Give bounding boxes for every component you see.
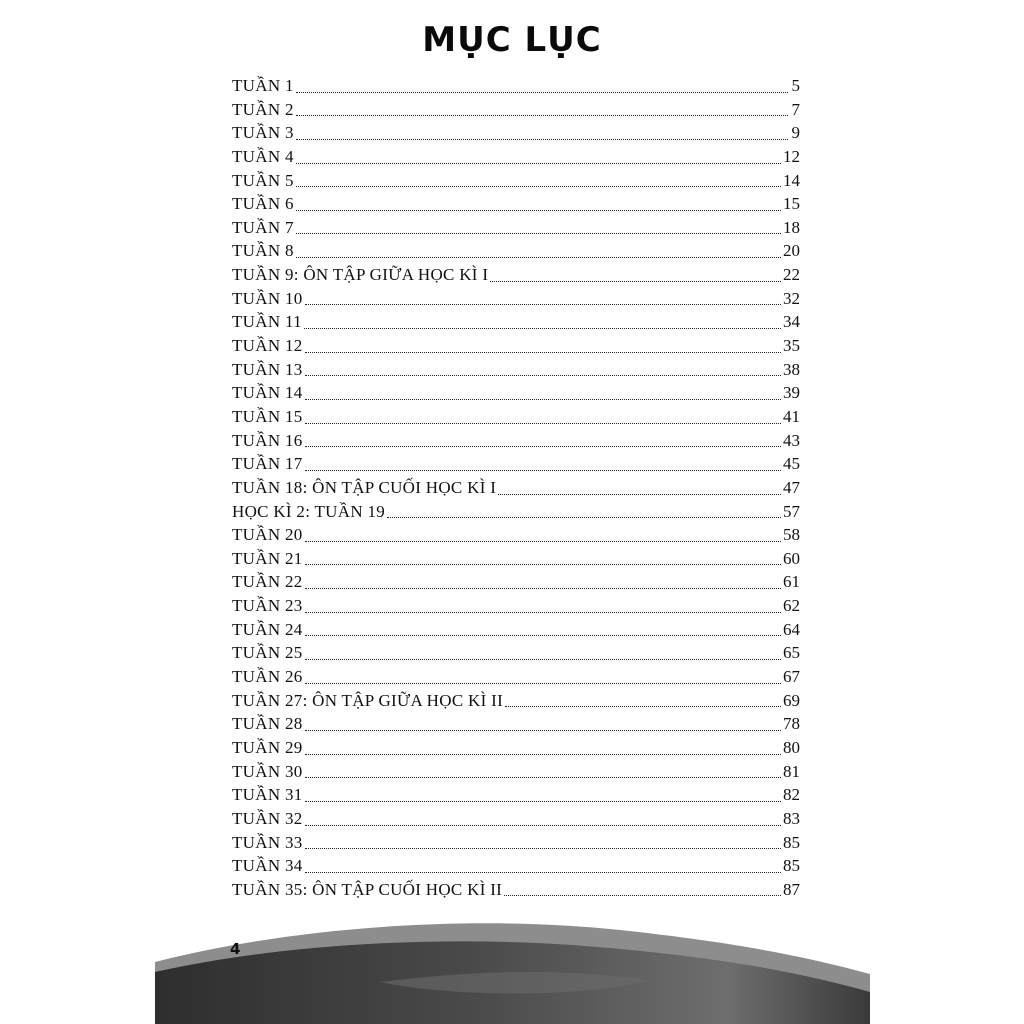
dot-leader (498, 493, 781, 495)
toc-entry (232, 878, 800, 902)
dot-leader (305, 847, 781, 849)
toc-entry-page: 7 (791, 99, 800, 119)
toc-entry (232, 216, 800, 240)
toc-entry (232, 334, 800, 358)
toc-entry (232, 169, 800, 193)
toc-entry-page: 39 (783, 383, 800, 403)
toc-entry-label: TUẦN 25 (232, 643, 303, 663)
toc-entry (232, 831, 800, 855)
toc-entry-label: TUẦN 9: ÔN TẬP GIỮA HỌC KÌ I (232, 265, 489, 285)
toc-entry (232, 121, 800, 145)
dot-leader (305, 800, 781, 802)
toc-entry-page: 65 (783, 643, 800, 663)
toc-entry-page: 22 (783, 265, 800, 285)
toc-entry (232, 665, 800, 689)
toc-entry (232, 239, 800, 263)
toc-entry-label: TUẦN 30 (232, 761, 303, 781)
toc-entry (232, 74, 800, 98)
dot-leader (304, 327, 781, 329)
toc-entry-page: 9 (791, 123, 800, 143)
toc-entry (232, 287, 800, 311)
toc-entry (232, 381, 800, 405)
dot-leader (305, 658, 781, 660)
page-number: 4 (230, 940, 241, 958)
toc-entry-label: TUẦN 22 (232, 572, 303, 592)
toc-entry-label: TUẦN 13 (232, 359, 303, 379)
toc-entry-page: 35 (783, 336, 800, 356)
toc-entry-label: TUẦN 16 (232, 430, 303, 450)
dot-leader (305, 422, 781, 424)
toc-entry-label: TUẦN 31 (232, 785, 303, 805)
dot-leader (305, 871, 781, 873)
toc-entry-label: TUẦN 23 (232, 596, 303, 616)
toc-entry-page: 57 (783, 501, 800, 521)
toc-entry-label: TUẦN 21 (232, 548, 303, 568)
dot-leader (305, 634, 781, 636)
toc-entry-label: TUẦN 5 (232, 170, 294, 190)
toc-entry-page: 61 (783, 572, 800, 592)
toc-entry-page: 32 (783, 288, 800, 308)
toc-entry-page: 78 (783, 714, 800, 734)
toc-entry (232, 570, 800, 594)
toc-entry-page: 47 (783, 477, 800, 497)
toc-entry (232, 310, 800, 334)
toc-entry-page: 20 (783, 241, 800, 261)
toc-entry-page: 69 (783, 690, 800, 710)
toc-entry-page: 85 (783, 832, 800, 852)
toc-entry-page: 83 (783, 808, 800, 828)
dot-leader (305, 374, 781, 376)
dot-leader (296, 162, 781, 164)
toc-entry (232, 98, 800, 122)
toc-entry-label: TUẦN 1 (232, 76, 294, 95)
toc-entry (232, 854, 800, 878)
dot-leader (296, 232, 781, 234)
dot-leader (504, 894, 781, 896)
dot-leader (296, 91, 788, 93)
toc-entry-label: TUẦN 2 (232, 99, 294, 119)
dot-leader (305, 824, 781, 826)
toc-entry-label: TUẦN 12 (232, 336, 303, 356)
toc-entry (232, 618, 800, 642)
dot-leader (305, 611, 781, 613)
toc-entry (232, 358, 800, 382)
toc-entry-page: 80 (783, 737, 800, 757)
toc-entry-page: 45 (783, 454, 800, 474)
toc-entry-page: 14 (783, 170, 800, 190)
toc-entry (232, 547, 800, 571)
dot-leader (305, 351, 781, 353)
dot-leader (296, 185, 781, 187)
dot-leader (296, 209, 781, 211)
toc-entry-page: 82 (783, 785, 800, 805)
toc-entry-label: TUẦN 27: ÔN TẬP GIỮA HỌC KÌ II (232, 690, 504, 710)
toc-entry-page: 87 (783, 879, 800, 899)
toc-entry-page: 60 (783, 548, 800, 568)
dot-leader (305, 729, 781, 731)
dot-leader (296, 114, 788, 116)
toc-entry-label: TUẦN 4 (232, 146, 294, 166)
dot-leader (305, 445, 781, 447)
toc-entry-page: 58 (783, 525, 800, 545)
toc-entry (232, 192, 800, 216)
toc-entry (232, 500, 800, 524)
toc-entry-label: TUẦN 3 (232, 123, 294, 143)
toc-entry-page: 67 (783, 667, 800, 687)
dot-leader (490, 280, 781, 282)
toc-entry-label: TUẦN 11 (232, 312, 302, 332)
toc-entry-page: 34 (783, 312, 800, 332)
toc-entry (232, 783, 800, 807)
toc-entry-page: 64 (783, 619, 800, 639)
toc-entry-label: TUẦN 29 (232, 737, 303, 757)
dot-leader (305, 682, 781, 684)
toc-entry-label: TUẦN 14 (232, 383, 303, 403)
toc-entry-label: TUẦN 20 (232, 525, 303, 545)
toc-entry-page: 12 (783, 146, 800, 166)
toc-entry (232, 641, 800, 665)
toc-entry (232, 476, 800, 500)
toc-entry-label: TUẦN 33 (232, 832, 303, 852)
dot-leader (387, 516, 781, 518)
toc-entry-label: TUẦN 28 (232, 714, 303, 734)
toc-entry-label: TUẦN 7 (232, 217, 294, 237)
toc-entry-label: TUẦN 6 (232, 194, 294, 214)
toc-entry-label: HỌC KÌ 2: TUẦN 19 (232, 501, 386, 521)
toc-entry (232, 405, 800, 429)
toc-entry (232, 145, 800, 169)
page-title: MỤC LỤC (422, 20, 602, 60)
toc-entry (232, 523, 800, 547)
toc-entry-page: 41 (783, 406, 800, 426)
dot-leader (305, 563, 781, 565)
toc-entry-label: TUẦN 26 (232, 667, 303, 687)
toc-entry (232, 263, 800, 287)
toc-entry-label: TUẦN 32 (232, 808, 303, 828)
toc-entry-label: TUẦN 10 (232, 288, 303, 308)
toc-entry-page: 43 (783, 430, 800, 450)
table-of-contents (232, 74, 800, 901)
toc-entry (232, 760, 800, 784)
toc-entry-page: 38 (783, 359, 800, 379)
toc-entry-label: TUẦN 24 (232, 619, 303, 639)
toc-entry (232, 594, 800, 618)
dot-leader (305, 540, 781, 542)
toc-entry-label: TUẦN 17 (232, 454, 303, 474)
dot-leader (296, 256, 781, 258)
toc-entry (232, 807, 800, 831)
toc-entry-label: TUẦN 34 (232, 856, 303, 876)
toc-entry (232, 452, 800, 476)
toc-entry-label: TUẦN 35: ÔN TẬP CUỐI HỌC KÌ II (232, 879, 503, 899)
toc-entry-page: 15 (783, 194, 800, 214)
toc-entry (232, 712, 800, 736)
dot-leader (305, 587, 781, 589)
footer-wave-decoration (0, 900, 1024, 1024)
toc-entry (232, 429, 800, 453)
dot-leader (296, 138, 788, 140)
dot-leader (305, 303, 781, 305)
dot-leader (305, 753, 781, 755)
dot-leader (305, 776, 781, 778)
dot-leader (305, 469, 781, 471)
toc-entry (232, 689, 800, 713)
toc-entry-page: 18 (783, 217, 800, 237)
dot-leader (305, 398, 781, 400)
toc-entry-label: TUẦN 8 (232, 241, 294, 261)
toc-entry-page: 81 (783, 761, 800, 781)
toc-entry-page: 85 (783, 856, 800, 876)
dot-leader (505, 705, 781, 707)
toc-entry-label: TUẦN 15 (232, 406, 303, 426)
toc-entry-label: TUẦN 18: ÔN TẬP CUỐI HỌC KÌ I (232, 477, 497, 497)
toc-entry (232, 736, 800, 760)
toc-entry-page: 5 (791, 76, 800, 95)
toc-entry-page: 62 (783, 596, 800, 616)
